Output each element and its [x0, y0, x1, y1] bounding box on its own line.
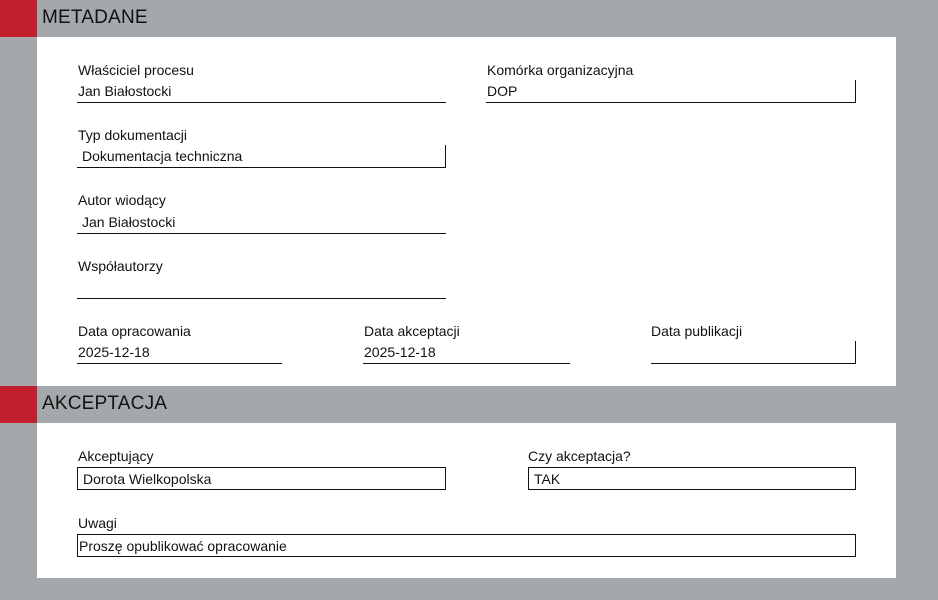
- akceptacja-panel: [37, 423, 896, 578]
- doc-type-field[interactable]: Dokumentacja techniczna: [77, 145, 446, 168]
- notes-field[interactable]: Proszę opublikować opracowanie: [77, 534, 856, 557]
- section-accent: [0, 386, 37, 423]
- lead-author-field[interactable]: Jan Białostocki: [77, 211, 446, 234]
- acceptor-field[interactable]: Dorota Wielkopolska: [77, 467, 446, 490]
- date-published-label: Data publikacji: [651, 323, 743, 339]
- metadane-header: [0, 0, 938, 37]
- notes-label: Uwagi: [78, 515, 117, 531]
- akceptacja-title: AKCEPTACJA: [42, 393, 168, 414]
- coauthors-field[interactable]: [77, 276, 446, 299]
- metadane-title: METADANE: [42, 7, 148, 28]
- acceptor-label: Akceptujący: [78, 448, 154, 464]
- lead-author-label: Autor wiodący: [78, 192, 166, 208]
- owner-label: Właściciel procesu: [78, 62, 194, 78]
- is-accepted-label: Czy akceptacja?: [528, 448, 631, 464]
- date-accepted-field[interactable]: 2025-12-18: [363, 341, 570, 364]
- coauthors-label: Współautorzy: [78, 258, 163, 274]
- owner-field[interactable]: Jan Białostocki: [77, 80, 446, 103]
- date-accepted-label: Data akceptacji: [364, 323, 460, 339]
- date-prepared-label: Data opracowania: [78, 323, 191, 339]
- date-prepared-field[interactable]: 2025-12-18: [77, 341, 282, 364]
- date-published-field[interactable]: [651, 341, 856, 364]
- metadane-panel: [37, 37, 896, 386]
- unit-label: Komórka organizacyjna: [487, 62, 634, 78]
- is-accepted-select[interactable]: TAK: [528, 467, 856, 490]
- unit-field[interactable]: DOP: [486, 80, 856, 103]
- akceptacja-header: [0, 386, 938, 423]
- section-accent: [0, 0, 37, 37]
- doc-type-label: Typ dokumentacji: [78, 127, 187, 143]
